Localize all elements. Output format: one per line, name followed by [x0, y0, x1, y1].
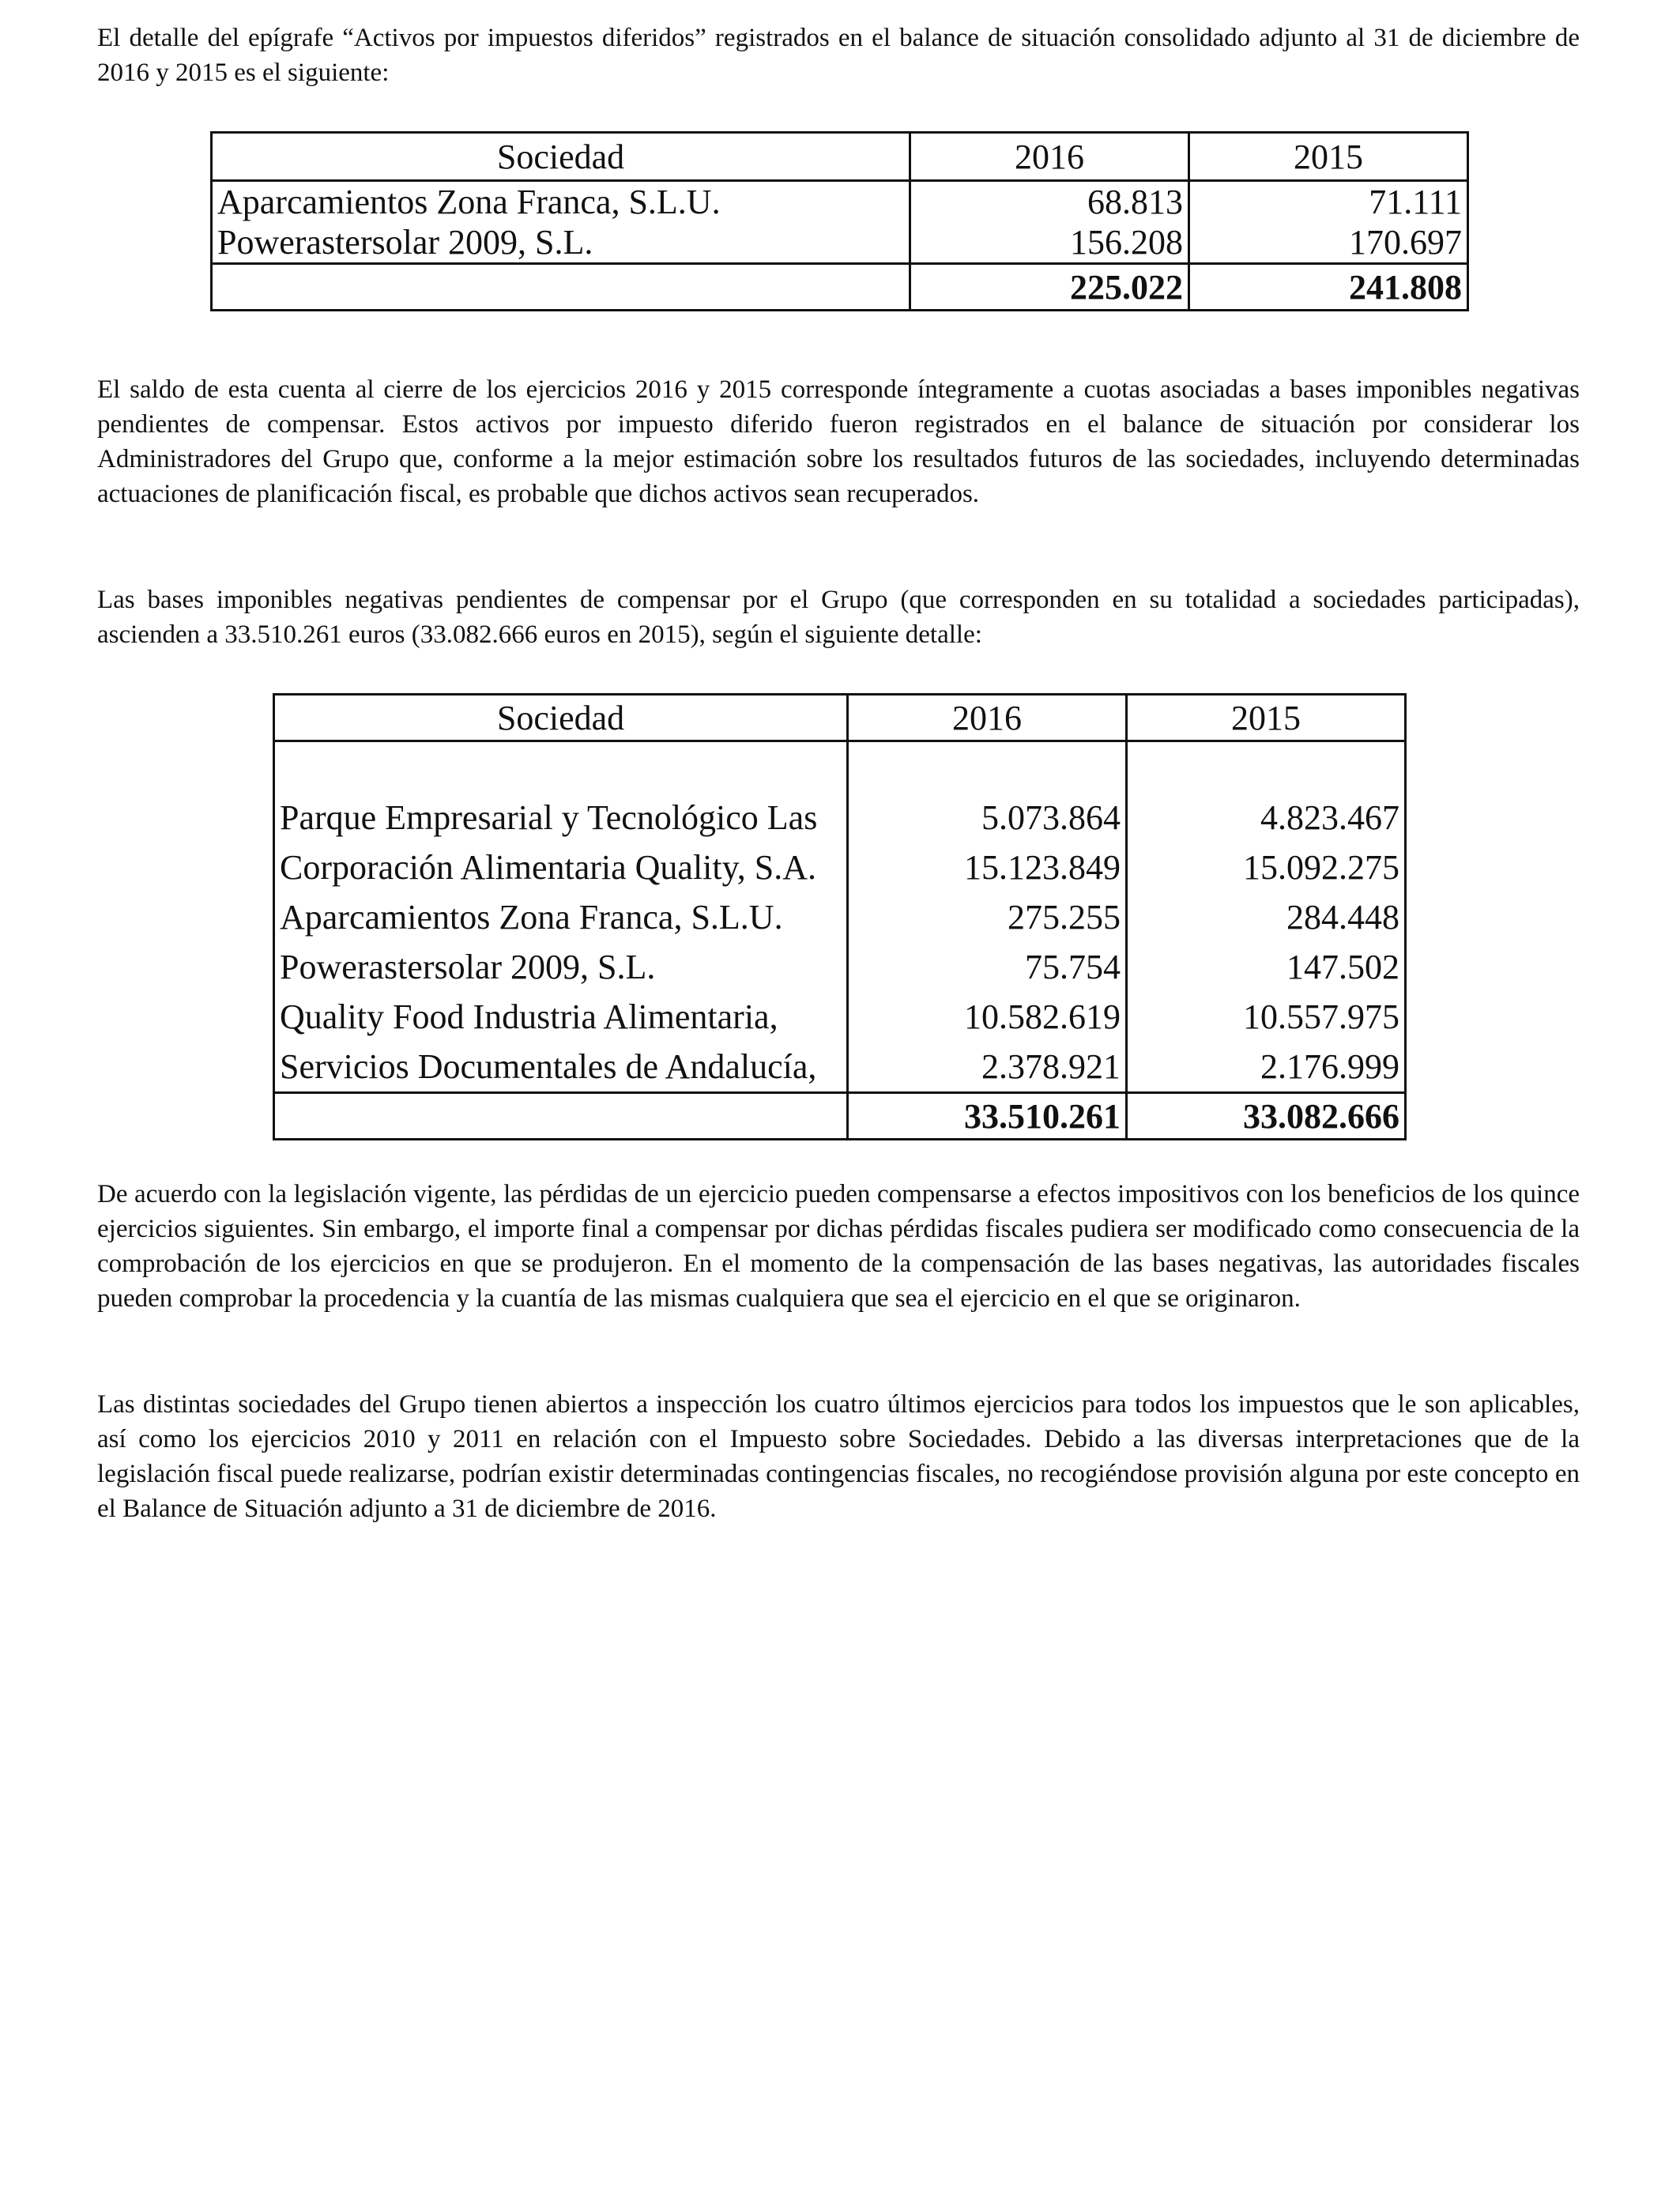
value-2015: 71.111	[1189, 181, 1468, 223]
company-name: Corporación Alimentaria Quality, S.A.	[280, 848, 817, 887]
value-2015: 147.502	[1127, 942, 1406, 992]
total-2015: 241.808	[1189, 264, 1468, 311]
company-name: Parque Empresarial y Tecnológico Las	[280, 798, 818, 837]
value-2016: 2.378.921	[848, 1042, 1127, 1093]
company-name: Aparcamientos Zona Franca, S.L.U.	[217, 183, 721, 221]
balance-explanation-paragraph: El saldo de esta cuenta al cierre de los ejercicios 2016 y 2015 corresponde íntegramente a cuotas asociadas a bases imponibles negativas pendientes de compensar. Estos activos por impuesto diferido fueron registrados en el balance de situación por considerar los Administradores del Grupo que, conforme a la mejor estimación sobre los resultados futuros de las sociedades, incluyendo determinadas actuaciones de planificación fiscal, es probable que dichos activos sean recuperados.	[97, 375, 1580, 508]
table-row	[274, 843, 1406, 892]
value-2016: 15.123.849	[848, 843, 1127, 892]
inspection-paragraph: Las distintas sociedades del Grupo tienen abiertos a inspección los cuatro últimos ejercicios para todos los impuestos que le son aplicables, así como los ejercicios 2010 y 2011 en relación con el Impuesto sobre Sociedades. Debido a las diversas interpretaciones que de la legislación fiscal puede realizarse, podrían existir determinadas contingencias fiscales, no recogiéndose provisión alguna por este concepto en el Balance de Situación adjunto a 31 de diciembre de 2016.	[97, 1390, 1580, 1523]
column-header-2016: 2016	[848, 695, 1127, 741]
company-name: Aparcamientos Zona Franca, S.L.U.	[280, 898, 783, 937]
table-row	[274, 793, 1406, 843]
column-header-2015: 2015	[1127, 695, 1406, 741]
column-header-sociedad: Sociedad	[212, 133, 910, 181]
company-name: Servicios Documentales de Andalucía,	[280, 1047, 817, 1086]
value-2016: 156.208	[910, 222, 1189, 264]
value-2015: 2.176.999	[1127, 1042, 1406, 1093]
total-2015: 33.082.666	[1127, 1093, 1406, 1140]
value-2016: 5.073.864	[848, 793, 1127, 843]
intro-paragraph: El detalle del epígrafe “Activos por impuestos diferidos” registrados en el balance de situación consolidado adjunto al 31 de diciembre de 2016 y 2015 es el siguiente:	[97, 24, 1580, 87]
deferred-tax-assets-table	[210, 131, 1469, 311]
column-header-sociedad: Sociedad	[274, 695, 848, 741]
company-name: Powerastersolar 2009, S.L.	[217, 223, 593, 262]
company-name: Quality Food Industria Alimentaria,	[280, 997, 778, 1036]
table-header-row	[274, 695, 1406, 741]
value-2016: 75.754	[848, 942, 1127, 992]
value-2016: 10.582.619	[848, 992, 1127, 1042]
table-row	[274, 892, 1406, 942]
tax-bases-intro-paragraph: Las bases imponibles negativas pendientes de compensar por el Grupo (que corresponden en su totalidad a sociedades participadas), ascienden a 33.510.261 euros (33.082.666 euros en 2015), según el siguiente detalle:	[97, 586, 1580, 649]
table-total-row	[274, 1093, 1406, 1140]
value-2015: 170.697	[1189, 222, 1468, 264]
table-row	[274, 1042, 1406, 1093]
table-spacer-row	[274, 741, 1406, 794]
value-2015: 284.448	[1127, 892, 1406, 942]
compensation-paragraph: De acuerdo con la legislación vigente, las pérdidas de un ejercicio pueden compensarse a efectos impositivos con los beneficios de los quince ejercicios siguientes. Sin embargo, el importe final a compensar por dichas pérdidas fiscales pudiera ser modificado como consecuencia de la comprobación de los ejercicios en que se produjeron. En el momento de la compensación de las bases negativas, las autoridades fiscales pueden comprobar la procedencia y la cuantía de las mismas cualquiera que sea el ejercicio en el que se originaron.	[97, 1180, 1580, 1313]
table-header-row	[212, 133, 1468, 181]
total-label	[274, 1093, 848, 1140]
value-2015: 4.823.467	[1127, 793, 1406, 843]
value-2015: 10.557.975	[1127, 992, 1406, 1042]
total-label	[212, 264, 910, 311]
column-header-2015: 2015	[1189, 133, 1468, 181]
table-row	[274, 942, 1406, 992]
table-row	[274, 992, 1406, 1042]
table-row	[212, 222, 1468, 264]
total-2016: 225.022	[910, 264, 1189, 311]
value-2016: 275.255	[848, 892, 1127, 942]
value-2015: 15.092.275	[1127, 843, 1406, 892]
company-name: Powerastersolar 2009, S.L.	[280, 948, 656, 986]
table-total-row	[212, 264, 1468, 311]
column-header-2016: 2016	[910, 133, 1189, 181]
negative-tax-bases-table	[273, 693, 1407, 1140]
total-2016: 33.510.261	[848, 1093, 1127, 1140]
table-row	[212, 181, 1468, 223]
value-2016: 68.813	[910, 181, 1189, 223]
